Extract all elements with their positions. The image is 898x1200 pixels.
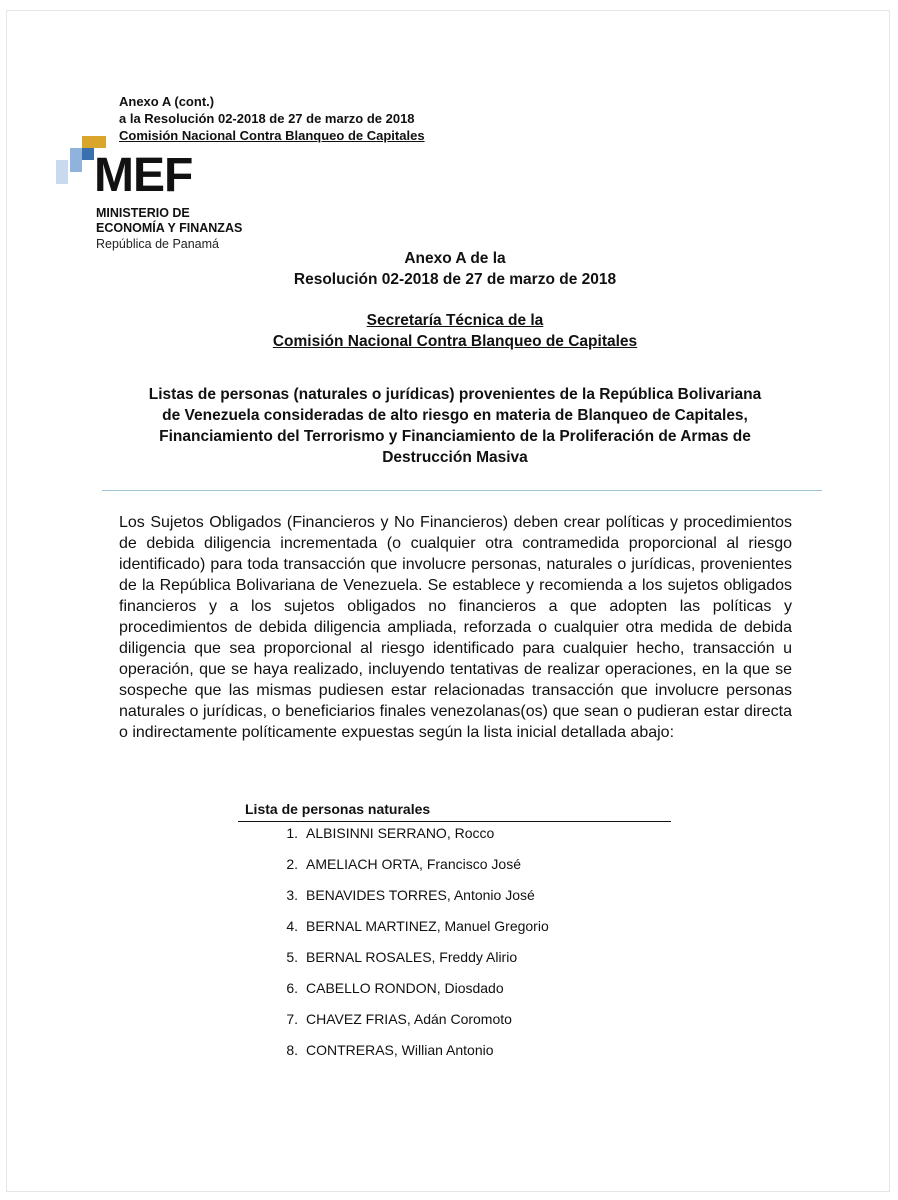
subject-line2: de Venezuela consideradas de alto riesgo en materia de Blanqueo de Capitales,: [162, 407, 748, 424]
list-item-number: 5.: [286, 949, 298, 965]
list-item: [250, 1040, 670, 1071]
list-item-name: ALBISINNI SERRANO, Rocco: [306, 825, 495, 841]
list-item-number: 6.: [286, 980, 298, 996]
subject-line4: Destrucción Masiva: [382, 449, 528, 466]
logo-ministry: [96, 206, 242, 236]
annex-header-line3: Comisión Nacional Contra Blanqueo de Capitales: [119, 128, 425, 143]
title-line2: Resolución 02-2018 de 27 de marzo de 2018: [293, 271, 617, 288]
list-item-name: CABELLO RONDON, Diosdado: [306, 980, 504, 996]
list-item: [250, 947, 670, 978]
logo-ministry-line2: ECONOMÍA Y FINANZAS: [96, 221, 243, 235]
list-item: [250, 854, 670, 885]
list-item-number: 4.: [286, 918, 298, 934]
list-item-number: 8.: [286, 1042, 298, 1058]
list-item: [250, 916, 670, 947]
list-item-name: BENAVIDES TORRES, Antonio José: [306, 887, 535, 903]
list-item: [250, 1009, 670, 1040]
body-paragraph: Los Sujetos Obligados (Financieros y No Financieros) deben crear políticas y procedimientos de debida diligencia incrementada (o cualquier otra contramedida proporcional al riesgo identificado) para toda transacción que involucre personas, naturales o jurídicas, provenientes de la República Bolivariana de Venezuela. Se establece y recomienda a los sujetos obligados financieros y a los sujetos obligados no financieros a que adopten las políticas y procedimientos de debida diligencia ampliada, reforzada o cualquier otra medida de debida diligencia que sea proporcional al riesgo identificado para cualquier hecho, transacción u operación, que se haya realizado, incluyendo tentativas de realizar operaciones, en la que se sospeche que las mismas pudiesen estar relacionadas transacción que involucre personas naturales o jurídicas, o beneficiarios finales venezolanas(os) que sean o pudieran estar directa o indirectamente políticamente expuestas según la lista inicial detallada abajo:: [119, 514, 792, 741]
logo-wordmark: MEF: [94, 149, 193, 202]
subject-line3: Financiamiento del Terrorismo y Financiamiento de la Proliferación de Armas de: [159, 428, 751, 445]
list-item-name: CONTRERAS, Willian Antonio: [306, 1042, 494, 1058]
list-item-name: BERNAL MARTINEZ, Manuel Gregorio: [306, 918, 549, 934]
secretariat-heading: [100, 310, 810, 352]
secretariat-line1: Secretaría Técnica de la: [366, 312, 544, 329]
subject-heading: [100, 384, 810, 468]
list-item-number: 7.: [286, 1011, 298, 1027]
list-item-name: AMELIACH ORTA, Francisco José: [306, 856, 521, 872]
mef-logo: [56, 136, 286, 256]
secretariat-line2: Comisión Nacional Contra Blanqueo de Capitales: [272, 333, 638, 350]
list-heading-underline: [238, 821, 671, 822]
list-item-name: BERNAL ROSALES, Freddy Alirio: [306, 949, 518, 965]
list-item: [250, 885, 670, 916]
logo-republic: República de Panamá: [96, 237, 219, 251]
annex-header-line2: a la Resolución 02-2018 de 27 de marzo de 2018: [119, 111, 415, 126]
list-item: [250, 823, 670, 854]
logo-ministry-line1: MINISTERIO DE: [96, 206, 190, 220]
section-divider: [102, 490, 822, 491]
title-line1: Anexo A de la: [404, 250, 506, 267]
annex-header-line1: Anexo A (cont.): [119, 94, 215, 109]
subject-line1: Listas de personas (naturales o jurídicas) provenientes de la República Bolivariana: [148, 386, 762, 403]
list-item-number: 2.: [286, 856, 298, 872]
list-item-number: 1.: [286, 825, 298, 841]
persons-list: [250, 823, 670, 1071]
document-title: [100, 248, 810, 290]
list-item-number: 3.: [286, 887, 298, 903]
list-heading: Lista de personas naturales: [245, 801, 431, 817]
list-item: [250, 978, 670, 1009]
list-item-name: CHAVEZ FRIAS, Adán Coromoto: [306, 1011, 512, 1027]
